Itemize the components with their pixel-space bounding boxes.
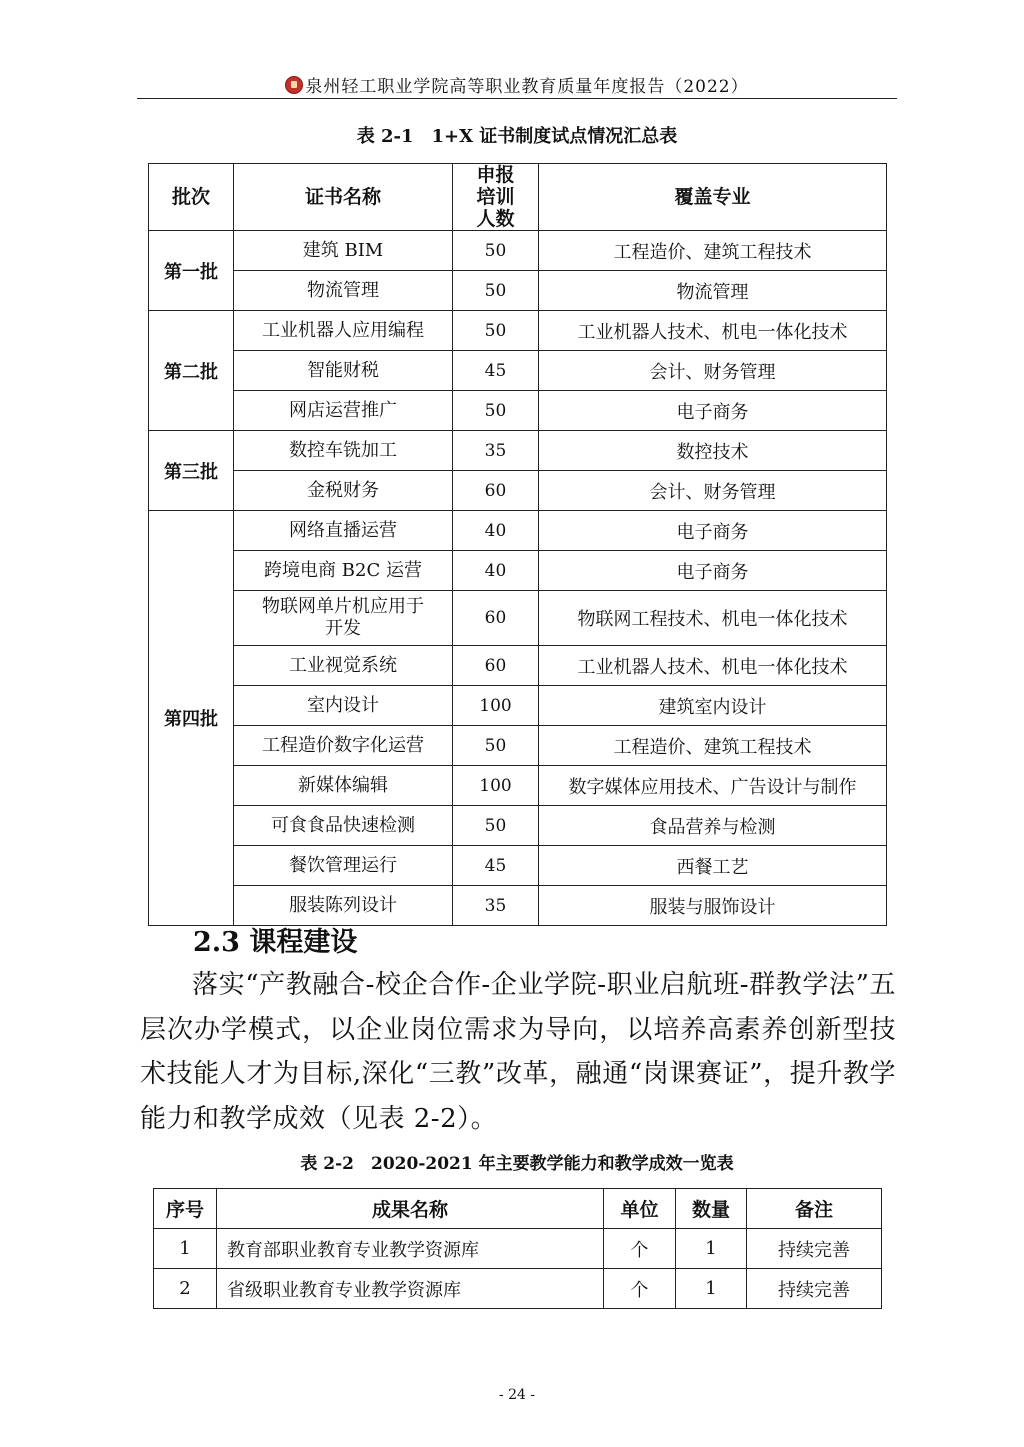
table-row bbox=[149, 646, 887, 686]
table-header-row bbox=[149, 164, 887, 231]
cert-cell: 新媒体编辑 bbox=[234, 766, 453, 806]
header-cell: 覆盖专业 bbox=[539, 164, 887, 231]
header-cell: 数量 bbox=[676, 1189, 747, 1229]
header-title: 泉州轻工职业学院高等职业教育质量年度报告（2022） bbox=[305, 77, 749, 97]
cert-cell: 工业机器人应用编程 bbox=[234, 311, 453, 351]
major-cell: 工业机器人技术、机电一体化技术 bbox=[539, 646, 887, 686]
table2-caption: 表 2-2 2020-2021 年主要教学能力和教学成效一览表 bbox=[300, 1154, 734, 1174]
count-cell: 100 bbox=[453, 766, 539, 806]
cert-cell: 智能财税 bbox=[234, 351, 453, 391]
major-cell: 服装与服饰设计 bbox=[539, 886, 887, 926]
count-cell: 50 bbox=[453, 391, 539, 431]
note-cell: 持续完善 bbox=[747, 1269, 882, 1309]
table-row bbox=[149, 351, 887, 391]
count-cell: 60 bbox=[453, 471, 539, 511]
table-header-row bbox=[154, 1189, 882, 1229]
major-cell: 食品营养与检测 bbox=[539, 806, 887, 846]
table-row bbox=[149, 471, 887, 511]
batch-cell: 第四批 bbox=[149, 511, 234, 926]
table-row bbox=[149, 231, 887, 271]
count-cell: 45 bbox=[453, 351, 539, 391]
cert-cell: 餐饮管理运行 bbox=[234, 846, 453, 886]
count-cell: 50 bbox=[453, 231, 539, 271]
major-cell: 工程造价、建筑工程技术 bbox=[539, 231, 887, 271]
major-cell: 物联网工程技术、机电一体化技术 bbox=[539, 591, 887, 646]
table-row bbox=[149, 806, 887, 846]
school-emblem-icon bbox=[285, 76, 303, 94]
major-cell: 西餐工艺 bbox=[539, 846, 887, 886]
count-cell: 45 bbox=[453, 846, 539, 886]
certificate-table bbox=[148, 163, 887, 926]
count-cell: 50 bbox=[453, 806, 539, 846]
major-cell: 电子商务 bbox=[539, 511, 887, 551]
table-row bbox=[149, 271, 887, 311]
page-header bbox=[137, 72, 897, 100]
table-row bbox=[149, 726, 887, 766]
count-cell: 40 bbox=[453, 551, 539, 591]
header-cell: 批次 bbox=[149, 164, 234, 231]
table-row bbox=[149, 391, 887, 431]
count-cell: 60 bbox=[453, 591, 539, 646]
major-cell: 建筑室内设计 bbox=[539, 686, 887, 726]
cert-cell: 服装陈列设计 bbox=[234, 886, 453, 926]
cert-cell: 金税财务 bbox=[234, 471, 453, 511]
header-cell: 单位 bbox=[604, 1189, 676, 1229]
major-cell: 电子商务 bbox=[539, 391, 887, 431]
table-row bbox=[149, 591, 887, 646]
cert-cell: 建筑 BIM bbox=[234, 231, 453, 271]
unit-cell: 个 bbox=[604, 1269, 676, 1309]
cert-cell: 网络直播运营 bbox=[234, 511, 453, 551]
major-cell: 电子商务 bbox=[539, 551, 887, 591]
major-cell: 数控技术 bbox=[539, 431, 887, 471]
header-cell: 证书名称 bbox=[234, 164, 453, 231]
table-row bbox=[149, 846, 887, 886]
cert-cell: 室内设计 bbox=[234, 686, 453, 726]
qty-cell: 1 bbox=[676, 1269, 747, 1309]
batch-cell: 第一批 bbox=[149, 231, 234, 311]
count-cell: 35 bbox=[453, 431, 539, 471]
table-row bbox=[149, 511, 887, 551]
table1-caption: 表 2-1 1+X 证书制度试点情况汇总表 bbox=[356, 126, 678, 147]
major-cell: 物流管理 bbox=[539, 271, 887, 311]
header-cell: 序号 bbox=[154, 1189, 217, 1229]
cert-cell: 物流管理 bbox=[234, 271, 453, 311]
header-rule bbox=[137, 98, 897, 99]
table-row bbox=[154, 1269, 882, 1309]
table-row bbox=[154, 1229, 882, 1269]
table-row bbox=[149, 766, 887, 806]
table-row bbox=[149, 431, 887, 471]
name-cell: 省级职业教育专业教学资源库 bbox=[217, 1269, 604, 1309]
note-cell: 持续完善 bbox=[747, 1229, 882, 1269]
table-row bbox=[149, 551, 887, 591]
count-cell: 50 bbox=[453, 726, 539, 766]
major-cell: 工程造价、建筑工程技术 bbox=[539, 726, 887, 766]
body-paragraph: 落实“产教融合-校企合作-企业学院-职业启航班-群教学法”五层次办学模式，以企业岗位需求为导向，以培养高素养创新型技术技能人才为目标,深化“三教”改革，融通“岗课赛证”，提升教学能力和教学成效（见表 2-2）。 bbox=[140, 970, 896, 1134]
count-cell: 100 bbox=[453, 686, 539, 726]
section-heading: 2.3 课程建设 bbox=[193, 927, 358, 958]
cert-cell: 数控车铣加工 bbox=[234, 431, 453, 471]
cert-cell: 工程造价数字化运营 bbox=[234, 726, 453, 766]
count-cell: 40 bbox=[453, 511, 539, 551]
page-number: - 24 - bbox=[498, 1387, 536, 1403]
name-cell: 教育部职业教育专业教学资源库 bbox=[217, 1229, 604, 1269]
count-cell: 50 bbox=[453, 271, 539, 311]
header-cell: 申报培训人数 bbox=[453, 164, 539, 231]
cert-cell: 物联网单片机应用于开发 bbox=[234, 591, 453, 646]
cert-cell: 工业视觉系统 bbox=[234, 646, 453, 686]
header-cell: 成果名称 bbox=[217, 1189, 604, 1229]
cert-cell: 可食食品快速检测 bbox=[234, 806, 453, 846]
batch-cell: 第三批 bbox=[149, 431, 234, 511]
table-row bbox=[149, 311, 887, 351]
major-cell: 会计、财务管理 bbox=[539, 351, 887, 391]
batch-cell: 第二批 bbox=[149, 311, 234, 431]
achievement-table bbox=[153, 1188, 882, 1309]
cert-cell: 跨境电商 B2C 运营 bbox=[234, 551, 453, 591]
cert-cell: 网店运营推广 bbox=[234, 391, 453, 431]
major-cell: 数字媒体应用技术、广告设计与制作 bbox=[539, 766, 887, 806]
major-cell: 会计、财务管理 bbox=[539, 471, 887, 511]
count-cell: 50 bbox=[453, 311, 539, 351]
unit-cell: 个 bbox=[604, 1229, 676, 1269]
count-cell: 60 bbox=[453, 646, 539, 686]
index-cell: 2 bbox=[154, 1269, 217, 1309]
table-row bbox=[149, 686, 887, 726]
qty-cell: 1 bbox=[676, 1229, 747, 1269]
header-cell: 备注 bbox=[747, 1189, 882, 1229]
index-cell: 1 bbox=[154, 1229, 217, 1269]
count-cell: 35 bbox=[453, 886, 539, 926]
major-cell: 工业机器人技术、机电一体化技术 bbox=[539, 311, 887, 351]
